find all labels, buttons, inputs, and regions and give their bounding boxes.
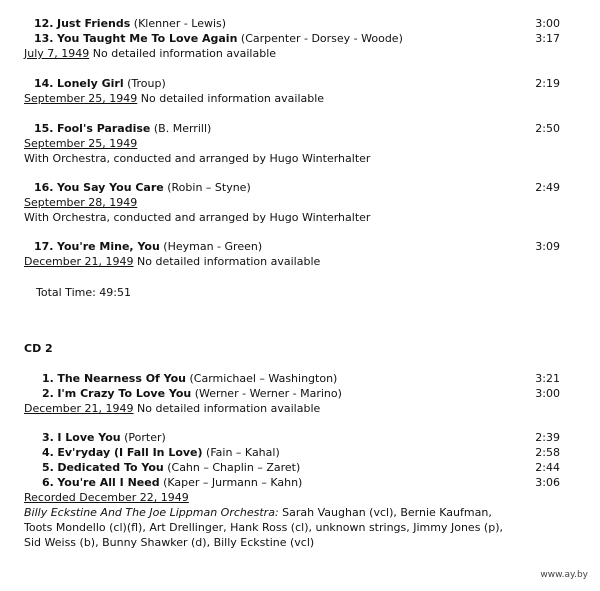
track-row bbox=[0, 386, 560, 401]
track-duration: 3:00 bbox=[535, 17, 560, 30]
track-title: 6. You're All I Need (Kaper – Jurmann – Kahn) bbox=[42, 476, 303, 489]
track-row bbox=[0, 371, 560, 386]
track-row bbox=[0, 239, 560, 254]
band-name: Billy Eckstine And The Joe Lippman Orchestra: bbox=[24, 506, 279, 519]
track-title: 14. Lonely Girl (Troup) bbox=[34, 77, 166, 90]
track-title: 3. I Love You (Porter) bbox=[42, 431, 166, 444]
track-row bbox=[0, 16, 560, 31]
cd-heading: CD 2 bbox=[24, 342, 53, 355]
track-duration: 2:58 bbox=[535, 446, 560, 459]
session-date: December 21, 1949 bbox=[24, 255, 134, 268]
session-line bbox=[24, 254, 320, 269]
session-line bbox=[24, 46, 276, 61]
track-title: 17. You're Mine, You (Heyman - Green) bbox=[34, 240, 263, 253]
session-info: With Orchestra, conducted and arranged by Hugo Winterhalter bbox=[24, 152, 371, 165]
track-row bbox=[0, 76, 560, 91]
track-duration: 2:39 bbox=[535, 431, 560, 444]
track-title: 4. Ev'ryday (I Fall In Love) (Fain – Kahal) bbox=[42, 446, 280, 459]
session-info: With Orchestra, conducted and arranged by Hugo Winterhalter bbox=[24, 211, 371, 224]
track-duration: 2:44 bbox=[535, 461, 560, 474]
track-title: 5. Dedicated To You (Cahn – Chaplin – Zaret) bbox=[42, 461, 301, 474]
track-row bbox=[0, 31, 560, 46]
session-date: December 21, 1949 bbox=[24, 402, 134, 415]
track-duration: 3:00 bbox=[535, 387, 560, 400]
session-date: September 28, 1949 bbox=[24, 196, 138, 209]
session-line bbox=[24, 401, 320, 416]
track-title: 2. I'm Crazy To Love You (Werner - Werner - Marino) bbox=[42, 387, 342, 400]
track-title: 16. You Say You Care (Robin – Styne) bbox=[34, 181, 251, 194]
session-info: No detailed information available bbox=[137, 402, 321, 415]
session-info: No detailed information available bbox=[140, 92, 325, 105]
track-duration: 2:50 bbox=[535, 122, 560, 135]
track-title: 13. You Taught Me To Love Again (Carpenter - Dorsey - Woode) bbox=[34, 32, 403, 45]
track-duration: 2:19 bbox=[535, 77, 560, 90]
session-date: Recorded December 22, 1949 bbox=[24, 491, 189, 504]
track-row bbox=[0, 475, 560, 490]
track-title: 15. Fool's Paradise (B. Merrill) bbox=[34, 122, 212, 135]
session-date: September 25, 1949 bbox=[24, 137, 138, 150]
session-info: No detailed information available bbox=[137, 255, 321, 268]
session-date: September 25, 1949 bbox=[24, 92, 138, 105]
personnel-text: Sarah Vaughan (vcl), Bernie Kaufman, bbox=[282, 506, 492, 519]
personnel-text: Sid Weiss (b), Bunny Shawker (d), Billy Eckstine (vcl) bbox=[24, 536, 315, 549]
watermark: www.ay.by bbox=[540, 570, 588, 580]
personnel-text: Toots Mondello (cl)(fl), Art Drellinger, Hank Ross (cl), unknown strings, Jimmy Jones (p), bbox=[24, 521, 503, 534]
track-title: 1. The Nearness Of You (Carmichael – Washington) bbox=[42, 372, 338, 385]
session-line bbox=[24, 91, 324, 106]
track-duration: 3:06 bbox=[535, 476, 560, 489]
total-time: Total Time: 49:51 bbox=[36, 286, 132, 299]
track-row bbox=[0, 180, 560, 195]
track-title: 12. Just Friends (Klenner - Lewis) bbox=[34, 17, 227, 30]
track-duration: 3:21 bbox=[535, 372, 560, 385]
track-duration: 3:09 bbox=[535, 240, 560, 253]
track-duration: 2:49 bbox=[535, 181, 560, 194]
personnel-line bbox=[24, 505, 492, 520]
track-row bbox=[0, 121, 560, 136]
track-duration: 3:17 bbox=[535, 32, 560, 45]
session-date: July 7, 1949 bbox=[24, 47, 90, 60]
track-row bbox=[0, 445, 560, 460]
track-row bbox=[0, 430, 560, 445]
track-row bbox=[0, 460, 560, 475]
session-info: No detailed information available bbox=[92, 47, 277, 60]
